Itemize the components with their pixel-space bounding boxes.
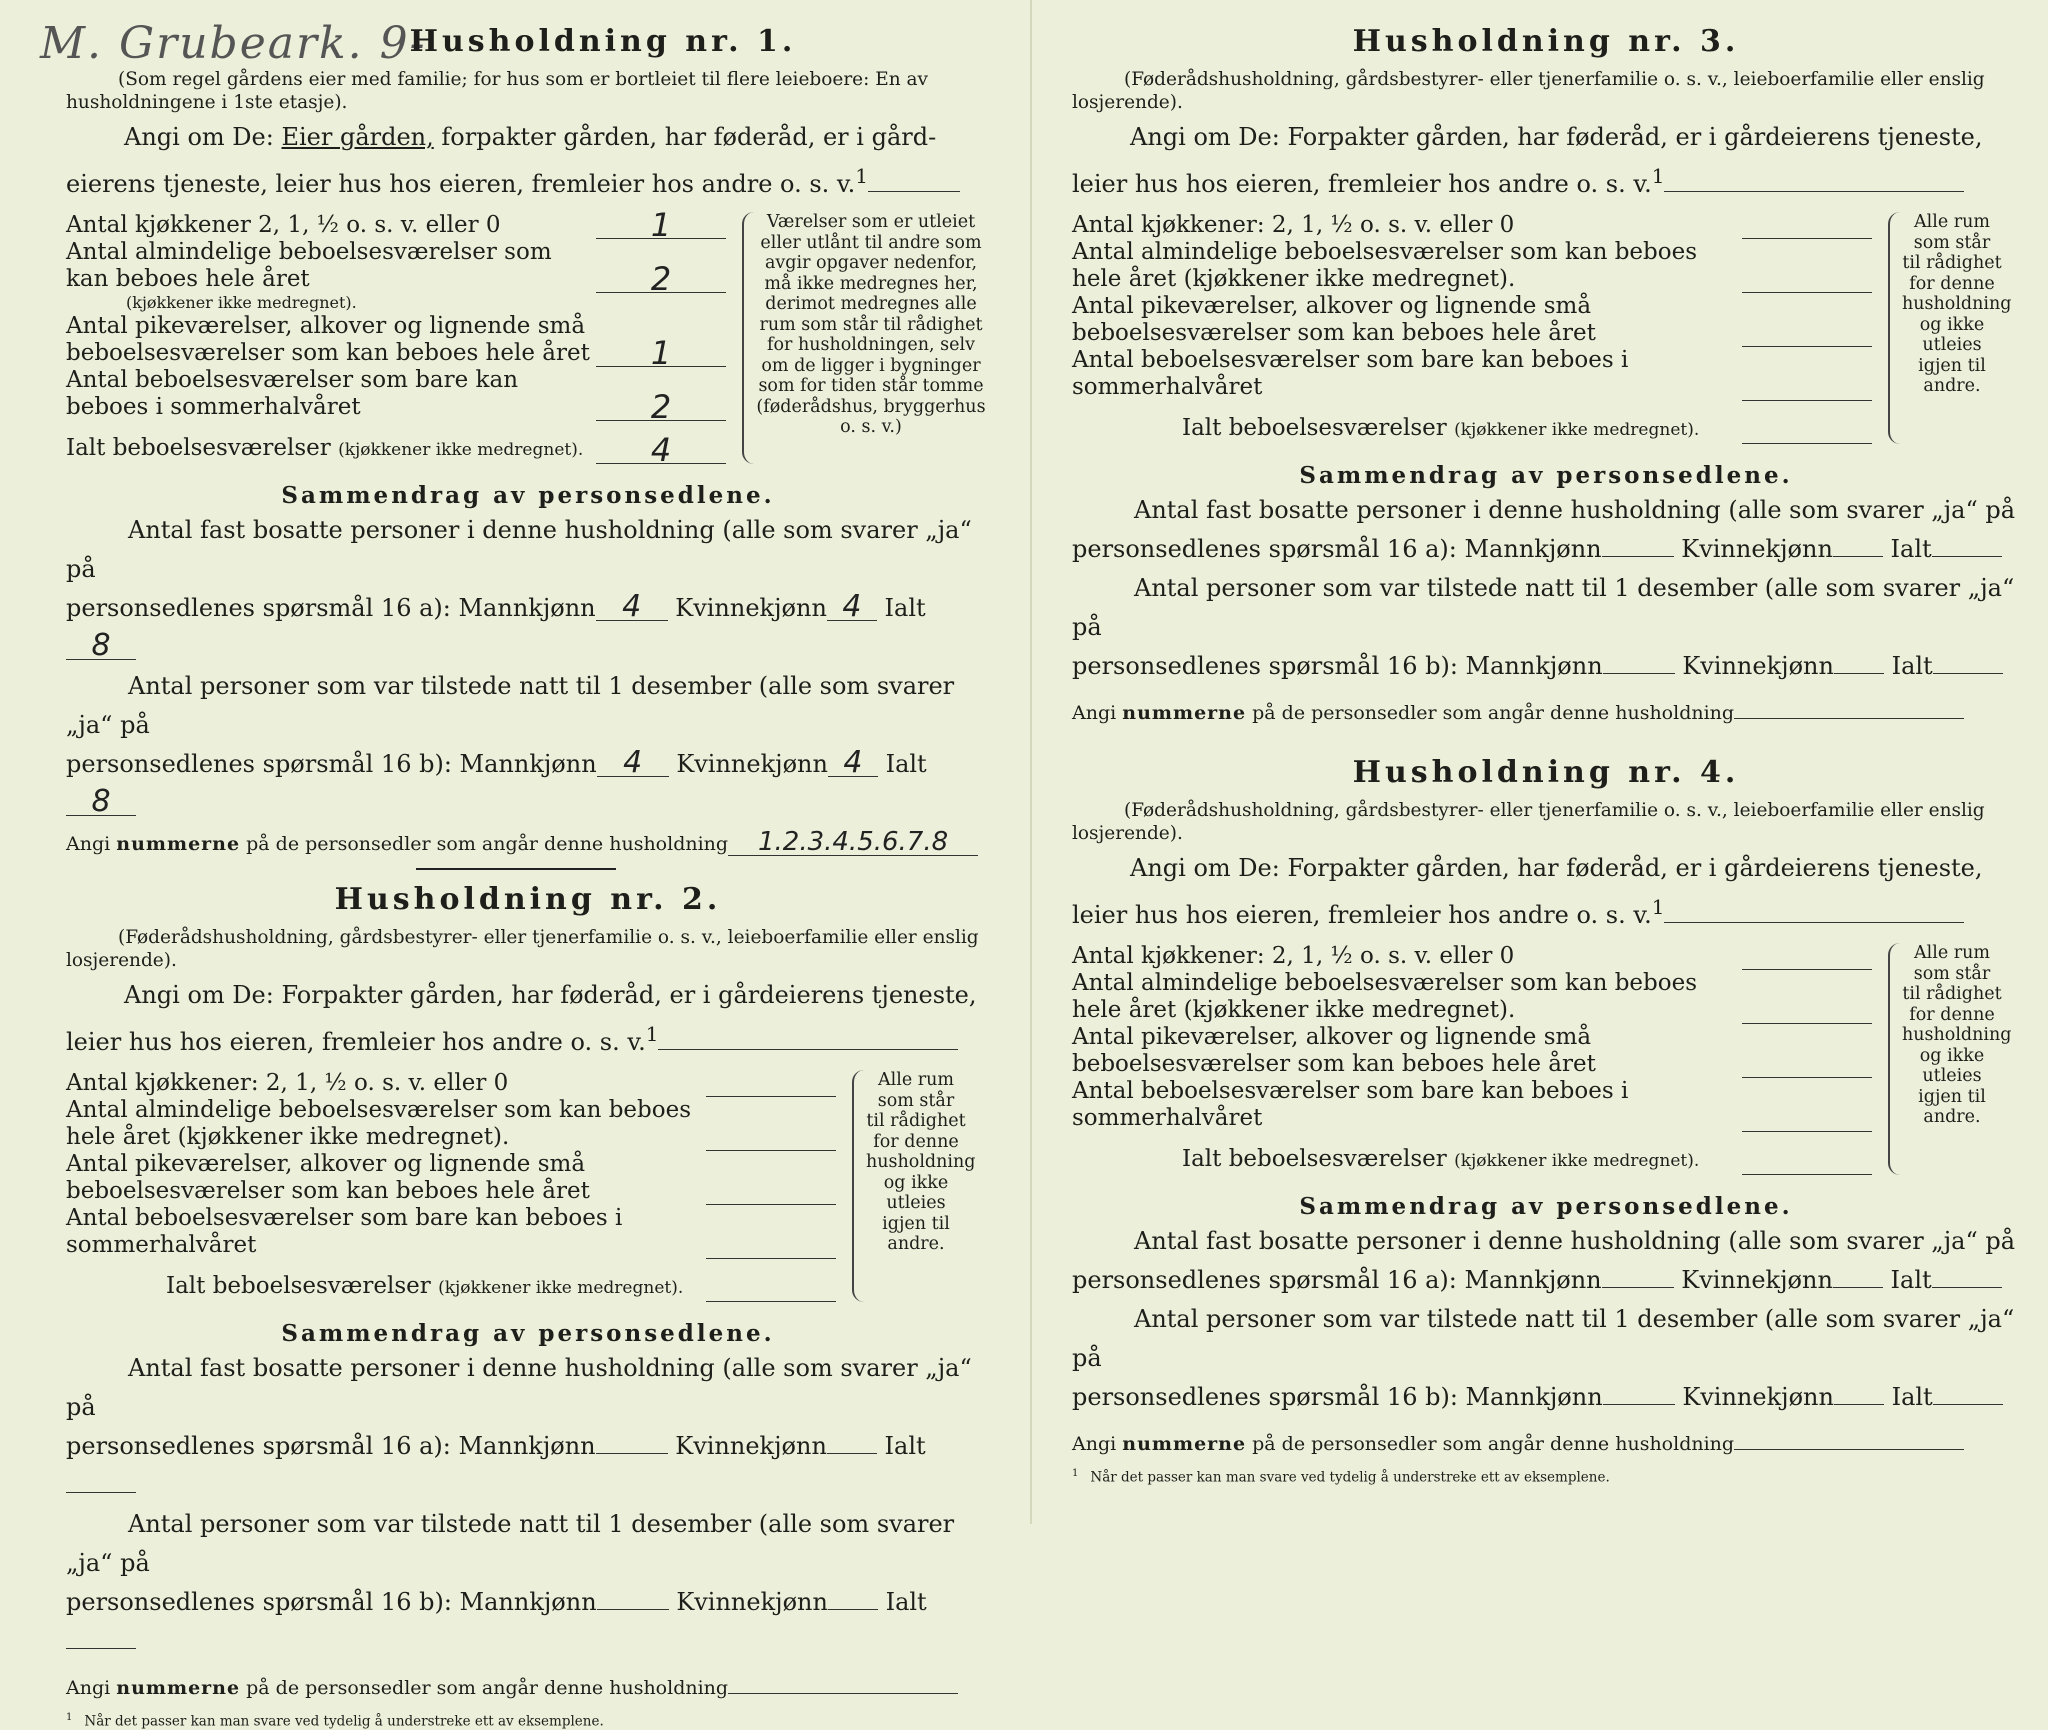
small-rooms-row: Antal pikeværelser, alkover og lignende små beboelsesværelser som kan beboes hele året 1 (66, 313, 726, 367)
present-female[interactable] (828, 1583, 878, 1610)
kitchens-value[interactable] (706, 1070, 836, 1097)
resident-line: Antal fast bosatte personer i denne husholdning (alle som svarer „ja“ på (1134, 1227, 2016, 1255)
present-female[interactable] (1834, 647, 1884, 674)
rooms-section (66, 1070, 990, 1302)
footnote: $^1$ Når det passer kan man svare ved tydelig å understreke ett av eksemplene. (1072, 1468, 1610, 1486)
side-note: Alle rum som står til rådighet for denne husholdning og ikke utleies igjen til andre. (1888, 212, 2002, 444)
summary-title: Sammendrag av personsedlene. (1299, 462, 1793, 489)
present-total[interactable] (1933, 647, 2003, 674)
numbers-value[interactable] (728, 1667, 958, 1694)
present-values: personsedlenes spørsmål 16 b): Mannkjønn Kvinnekjønn Ialt (1072, 1378, 2020, 1417)
handwritten-note: M. Grubeark. 9- (40, 18, 427, 69)
kitchens-row: Antal kjøkkener 2, 1, ½ o. s. v. eller 0 1 (66, 212, 726, 239)
resident-male[interactable]: 4 (596, 594, 668, 621)
small-rooms-row: Antal pikeværelser, alkover og lignende små beboelsesværelser som kan beboes hele året (1072, 293, 1872, 347)
selected-option: Eier gården, (281, 123, 434, 151)
total-rooms-row: Ialt beboelsesværelser (kjøkkener ikke medregnet). (66, 1273, 836, 1302)
angi-question: Angi om De: Eier gården, forpakter gården, har føderåd, er i gård- eierens tjeneste, leier hus hos eieren, fremleier hos andre o. s. v.$^1$ (66, 118, 990, 204)
kitchens-value[interactable]: 1 (596, 212, 726, 239)
household-2 (66, 880, 990, 1730)
resident-male[interactable] (1602, 1261, 1674, 1288)
present-values: personsedlenes spørsmål 16 b): Mannkjønn Kvinnekjønn Ialt (66, 1583, 990, 1661)
resident-total[interactable] (1932, 1261, 2002, 1288)
summary-title: Sammendrag av personsedlene. (1299, 1193, 1793, 1220)
resident-values: personsedlenes spørsmål 16 a): Mannkjønn Kvinnekjønn Ialt (1072, 530, 2020, 569)
footnote: $^1$ Når det passer kan man svare ved tydelig å understreke ett av eksemplene. (66, 1712, 604, 1730)
resident-female[interactable] (1833, 530, 1883, 557)
household-title: Husholdning nr. 2. (334, 882, 722, 917)
present-male[interactable]: 4 (597, 750, 669, 777)
resident-line: Antal fast bosatte personer i denne husholdning (alle som svarer „ja“ på (66, 516, 972, 583)
present-male[interactable] (597, 1583, 669, 1610)
kitchens-value[interactable] (1742, 943, 1872, 970)
ordinary-rooms-row: Antal almindelige beboelsesværelser som kan beboes hele året (kjøkkener ikke medregnet). (66, 1097, 836, 1151)
small-rooms-row: Antal pikeværelser, alkover og lignende små beboelsesværelser som kan beboes hele året (66, 1151, 836, 1205)
summer-rooms-value[interactable] (1742, 374, 1872, 401)
resident-total[interactable] (1932, 530, 2002, 557)
household-note: (Føderådshusholdning, gårdsbestyrer- eller tjenerfamilie o. s. v., leieboerfamilie eller enslig losjerende). (1072, 69, 1985, 113)
ordinary-rooms-row: Antal almindelige beboelsesværelser som kan beboes hele året (kjøkkener ikke medregnet). (1072, 970, 1872, 1024)
kitchens-row: Antal kjøkkener: 2, 1, ½ o. s. v. eller 0 (1072, 943, 1872, 970)
angi-question: Angi om De: Forpakter gården, har føderåd, er i gårdeierens tjeneste, leier hus hos eieren, fremleier hos andre o. s. v.$^1$ (1072, 123, 1983, 198)
resident-values: personsedlenes spørsmål 16 a): Mannkjønn Kvinnekjønn Ialt (66, 1427, 990, 1505)
numbers-value[interactable] (1734, 1423, 1964, 1450)
ordinary-rooms-row: Antal almindelige beboelsesværelser som kan beboes hele året 2 (66, 239, 726, 293)
numbers-line: Angi nummerne på de personsedler som angår denne husholdning (1072, 692, 2020, 727)
small-rooms-value[interactable] (706, 1178, 836, 1205)
summary-title: Sammendrag av personsedlene. (281, 1320, 775, 1347)
ordinary-rooms-value[interactable]: 2 (596, 266, 726, 293)
resident-values: personsedlenes spørsmål 16 a): Mannkjønn Kvinnekjønn Ialt (1072, 1261, 2020, 1300)
household-4 (1072, 753, 2020, 1486)
summer-rooms-value[interactable]: 2 (596, 394, 726, 421)
total-rooms-row: Ialt beboelsesværelser (kjøkkener ikke medregnet). (1072, 415, 1872, 444)
summer-rooms-value[interactable] (1742, 1105, 1872, 1132)
ordinary-rooms-value[interactable] (1742, 266, 1872, 293)
summary-title: Sammendrag av personsedlene. (281, 482, 775, 509)
total-rooms-row: Ialt beboelsesværelser (kjøkkener ikke medregnet). 4 (66, 435, 726, 464)
present-values: personsedlenes spørsmål 16 b): Mannkjønn Kvinnekjønn Ialt (1072, 647, 2020, 686)
household-note: (Føderådshusholdning, gårdsbestyrer- eller tjenerfamilie o. s. v., leieboerfamilie eller enslig losjerende). (1072, 800, 1985, 844)
side-note: Alle rum som står til rådighet for denne husholdning og ikke utleies igjen til andre. (1888, 943, 2002, 1175)
small-rooms-row: Antal pikeværelser, alkover og lignende små beboelsesværelser som kan beboes hele året (1072, 1024, 1872, 1078)
total-rooms-value[interactable] (1742, 417, 1872, 444)
numbers-value[interactable] (1734, 692, 1964, 719)
small-rooms-value[interactable] (1742, 320, 1872, 347)
present-values: personsedlenes spørsmål 16 b): Mannkjønn 4 Kvinnekjønn 4 Ialt8 (66, 745, 927, 819)
numbers-line: Angi nummerne på de personsedler som angår denne husholdning 1.2.3.4.5.6.7.8 (66, 829, 990, 858)
numbers-line: Angi nummerne på de personsedler som angår denne husholdning (1072, 1423, 2020, 1458)
resident-female[interactable] (1833, 1261, 1883, 1288)
household-title: Husholdning nr. 1. (409, 24, 797, 59)
present-total[interactable]: 8 (66, 789, 136, 816)
side-note: Værelser som er utleiet eller utlånt til andre som avgir opgaver nedenfor, må ikke medregnes her, derimot medregnes alle rum som står til rådighet for husholdningen, selv om de ligger i bygninger som for tiden står tomme (føderådshus, bryggerhus o. s. v.) (742, 212, 986, 464)
present-line: Antal personer som var tilstede natt til 1 desember (alle som svarer „ja“ på (1072, 1305, 2015, 1372)
numbers-value[interactable]: 1.2.3.4.5.6.7.8 (728, 829, 978, 856)
ordinary-rooms-value[interactable] (706, 1124, 836, 1151)
household-title: Husholdning nr. 3. (1352, 24, 1740, 59)
angi-question: Angi om De: Forpakter gården, har føderåd, er i gårdeierens tjeneste, leier hus hos eieren, fremleier hos andre o. s. v.$^1$ (1072, 854, 1983, 929)
present-female[interactable]: 4 (828, 750, 878, 777)
summer-rooms-value[interactable] (706, 1232, 836, 1259)
summer-rooms-row: Antal beboelsesværelser som bare kan beboes i sommerhalvåret 2 (66, 367, 726, 421)
kitchens-value[interactable] (1742, 212, 1872, 239)
resident-line: Antal fast bosatte personer i denne husholdning (alle som svarer „ja“ på (66, 1354, 972, 1421)
present-male[interactable] (1603, 647, 1675, 674)
divider (416, 868, 616, 870)
total-rooms-value[interactable] (706, 1275, 836, 1302)
small-rooms-value[interactable] (1742, 1051, 1872, 1078)
household-3 (1072, 22, 2020, 727)
total-rooms-value[interactable]: 4 (596, 437, 726, 464)
total-rooms-value[interactable] (1742, 1148, 1872, 1175)
summer-rooms-row: Antal beboelsesværelser som bare kan beboes i sommerhalvåret (1072, 347, 1872, 401)
resident-total[interactable]: 8 (66, 633, 136, 660)
household-title: Husholdning nr. 4. (1352, 755, 1740, 790)
present-total[interactable] (1933, 1378, 2003, 1405)
side-note: Alle rum som står til rådighet for denne husholdning og ikke utleies igjen til andre. (852, 1070, 966, 1302)
present-female[interactable] (1834, 1378, 1884, 1405)
rooms-section (66, 206, 990, 469)
summer-rooms-row: Antal beboelsesværelser som bare kan beboes i sommerhalvåret (66, 1205, 836, 1259)
resident-male[interactable] (1602, 530, 1674, 557)
present-line: Antal personer som var tilstede natt til 1 desember (alle som svarer „ja“ på (1072, 574, 2015, 641)
angi-question: Angi om De: Forpakter gården, har føderåd, er i gårdeierens tjeneste, leier hus hos eieren, fremleier hos andre o. s. v.$^1$ (66, 981, 977, 1056)
kitchens-row: Antal kjøkkener: 2, 1, ½ o. s. v. eller 0 (66, 1070, 836, 1097)
ordinary-rooms-row: Antal almindelige beboelsesværelser som kan beboes hele året (kjøkkener ikke medregnet). (1072, 239, 1872, 293)
total-rooms-row: Ialt beboelsesværelser (kjøkkener ikke medregnet). (1072, 1146, 1872, 1175)
small-rooms-value[interactable]: 1 (596, 340, 726, 367)
ordinary-rooms-value[interactable] (1742, 997, 1872, 1024)
resident-female[interactable]: 4 (827, 594, 877, 621)
present-line: Antal personer som var tilstede natt til 1 desember (alle som svarer „ja“ på (66, 1510, 955, 1577)
present-line: Antal personer som var tilstede natt til 1 desember (alle som svarer „ja“ på (66, 672, 955, 739)
resident-values: personsedlenes spørsmål 16 a): Mannkjønn 4 Kvinnekjønn 4 Ialt8 (66, 589, 926, 663)
present-male[interactable] (1603, 1378, 1675, 1405)
numbers-line: Angi nummerne på de personsedler som angår denne husholdning (66, 1667, 990, 1702)
present-total[interactable] (66, 1622, 136, 1649)
resident-female[interactable] (827, 1427, 877, 1454)
resident-total[interactable] (66, 1466, 136, 1493)
right-page (1030, 0, 2048, 1524)
resident-line: Antal fast bosatte personer i denne husholdning (alle som svarer „ja“ på (1134, 496, 2016, 524)
rooms-section (1072, 212, 2020, 444)
household-1 (66, 22, 990, 870)
household-note: (Som regel gårdens eier med familie; for hus som er bortleiet til flere leieboere: En av husholdningene i 1ste etasje). (66, 69, 929, 113)
resident-male[interactable] (596, 1427, 668, 1454)
summer-rooms-row: Antal beboelsesværelser som bare kan beboes i sommerhalvåret (1072, 1078, 1872, 1132)
rooms-section (1072, 943, 2020, 1175)
row-subnote: (kjøkkener ikke medregnet). (126, 293, 357, 312)
household-note: (Føderådshusholdning, gårdsbestyrer- eller tjenerfamilie o. s. v., leieboerfamilie eller enslig losjerende). (66, 927, 979, 971)
kitchens-row: Antal kjøkkener: 2, 1, ½ o. s. v. eller 0 (1072, 212, 1872, 239)
